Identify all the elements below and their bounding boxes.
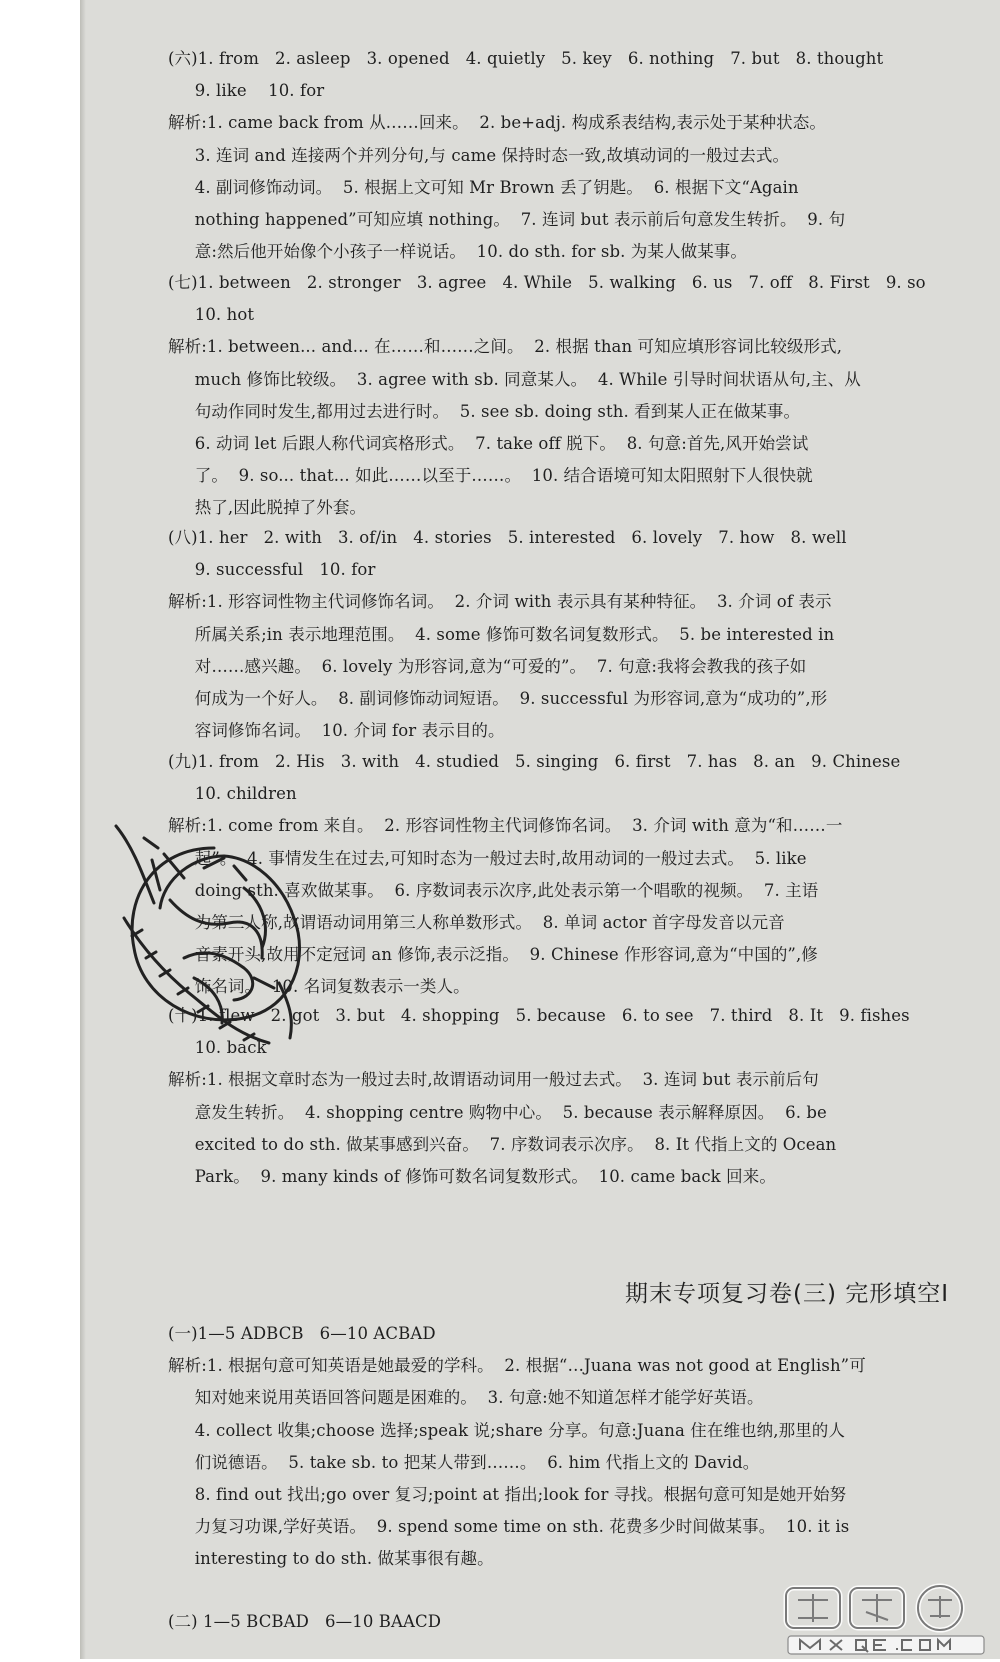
answer-key-line: (二) 1—5 BCBAD 6—10 BAACD <box>168 1612 442 1631</box>
explanation-line: 起”。 4. 事情发生在过去,可知时态为一般过去时,故用动词的一般过去式。 5. like <box>168 848 807 868</box>
explanation-line: 10. children <box>168 784 297 804</box>
explanation-line: 句动作同时发生,都用过去进行时。 5. see sb. doing sth. 看到某人正在做某事。 <box>168 401 801 421</box>
explanation-line: 何成为一个好人。 8. 副词修饰动词短语。 9. successful 为形容词,意为“成功的”,形 <box>168 689 828 708</box>
answer-site-logo-icon <box>780 1580 990 1658</box>
explanation-line: 解析:1. 根据句意可知英语是她最爱的学科。 2. 根据“…Juana was not good at English”可 <box>168 1356 866 1376</box>
explanation-line: 了。 9. so... that... 如此……以至于……。 10. 结合语境可知太阳照射下人很快就 <box>168 466 813 486</box>
handwritten-watermark-stamp <box>94 808 334 1058</box>
explanation-line: interesting to do sth. 做某事很有趣。 <box>168 1549 494 1569</box>
explanation-line: 4. collect 收集;choose 选择;speak 说;share 分享。句意:Juana 住在维也纳,那里的人 <box>168 1420 846 1440</box>
explanation-line: 意发生转折。 4. shopping centre 购物中心。 5. because 表示解释原因。 6. be <box>168 1102 827 1122</box>
answer-key-line: (七)1. between 2. stronger 3. agree 4. While 5. walking 6. us 7. off 8. First 9. so <box>168 273 926 292</box>
explanation-line: 解析:1. came back from 从……回来。 2. be+adj. 构成系表结构,表示处于某种状态。 <box>168 113 826 133</box>
explanation-line: 10. hot <box>168 305 255 325</box>
answer-key-line: (十)1. flew 2. got 3. but 4. shopping 5. because 6. to see 7. third 8. It 9. fishes <box>168 1006 910 1025</box>
explanation-line: 9. like 10. for <box>168 81 325 101</box>
explanation-line: 们说德语。 5. take sb. to 把某人带到……。 6. him 代指上文的 David。 <box>168 1452 760 1472</box>
answer-key-line: (九)1. from 2. His 3. with 4. studied 5. singing 6. first 7. has 8. an 9. Chinese <box>168 752 901 771</box>
explanation-line: 热了,因此脱掉了外套。 <box>168 498 367 518</box>
section-title: 期末专项复习卷(三) 完形填空Ⅰ <box>625 1281 950 1307</box>
explanation-line: 所属关系;in 表示地理范围。 4. some 修饰可数名词复数形式。 5. be interested in <box>168 624 835 644</box>
explanation-line: 为第三人称,故谓语动词用第三人称单数形式。 8. 单词 actor 首字母发音以元音 <box>168 913 785 932</box>
explanation-line: 解析:1. come from 来自。 2. 形容词性物主代词修饰名词。 3. 介词 with 意为“和……一 <box>168 816 843 836</box>
page-edge-shadow <box>80 0 86 1659</box>
explanation-line: 解析:1. between... and... 在……和……之间。 2. 根据 than 可知应填形容词比较级形式, <box>168 337 843 357</box>
answer-key-line: (一)1—5 ADBCB 6—10 ACBAD <box>168 1324 436 1343</box>
explanation-line: 音素开头,故用不定冠词 an 修饰,表示泛指。 9. Chinese 作形容词,意为“中国的”,修 <box>168 945 818 965</box>
explanation-line: excited to do sth. 做某事感到兴奋。 7. 序数词表示次序。 8. It 代指上文的 Ocean <box>168 1134 837 1154</box>
explanation-line: 3. 连词 and 连接两个并列分句,与 came 保持时态一致,故填动词的一般过去式。 <box>168 145 790 165</box>
explanation-line: much 修饰比较级。 3. agree with sb. 同意某人。 4. While 引导时间状语从句,主、从 <box>168 369 861 389</box>
explanation-line: 10. back <box>168 1038 267 1058</box>
explanation-line: 9. successful 10. for <box>168 560 376 580</box>
explanation-line: 6. 动词 let 后跟人称代词宾格形式。 7. take off 脱下。 8. 句意:首先,风开始尝试 <box>168 434 809 453</box>
site-watermark <box>780 1580 990 1658</box>
explanation-line: 饰名词。 10. 名词复数表示一类人。 <box>168 977 470 997</box>
explanation-line: 对……感兴趣。 6. lovely 为形容词,意为“可爱的”。 7. 句意:我将会教我的孩子如 <box>168 656 807 676</box>
explanation-line: 知对她来说用英语回答问题是困难的。 3. 句意:她不知道怎样才能学好英语。 <box>168 1388 764 1408</box>
answer-key-line: (八)1. her 2. with 3. of/in 4. stories 5. interested 6. lovely 7. how 8. well <box>168 528 847 547</box>
scribble-logo-icon <box>94 808 334 1058</box>
explanation-line: 力复习功课,学好英语。 9. spend some time on sth. 花费多少时间做某事。 10. it is <box>168 1517 850 1537</box>
explanation-line: nothing happened”可知应填 nothing。 7. 连词 but 表示前后句意发生转折。 9. 句 <box>168 210 846 229</box>
answer-key-line: (六)1. from 2. asleep 3. opened 4. quietly 5. key 6. nothing 7. but 8. thought <box>168 49 884 68</box>
explanation-line: doing sth. 喜欢做某事。 6. 序数词表示次序,此处表示第一个唱歌的视频。 7. 主语 <box>168 880 819 900</box>
explanation-line: 容词修饰名词。 10. 介词 for 表示目的。 <box>168 721 505 741</box>
explanation-line: 解析:1. 根据文章时态为一般过去时,故谓语动词用一般过去式。 3. 连词 but 表示前后句 <box>168 1070 819 1090</box>
explanation-line: Park。 9. many kinds of 修饰可数名词复数形式。 10. came back 回来。 <box>168 1167 776 1186</box>
explanation-line: 意:然后他开始像个小孩子一样说话。 10. do sth. for sb. 为某人做某事。 <box>168 242 748 262</box>
explanation-line: 解析:1. 形容词性物主代词修饰名词。 2. 介词 with 表示具有某种特征。 3. 介词 of 表示 <box>168 592 832 612</box>
explanation-line: 8. find out 找出;go over 复习;point at 指出;look for 寻找。根据句意可知是她开始努 <box>168 1485 847 1504</box>
explanation-line: 4. 副词修饰动词。 5. 根据上文可知 Mr Brown 丢了钥匙。 6. 根据下文“Again <box>168 177 799 197</box>
